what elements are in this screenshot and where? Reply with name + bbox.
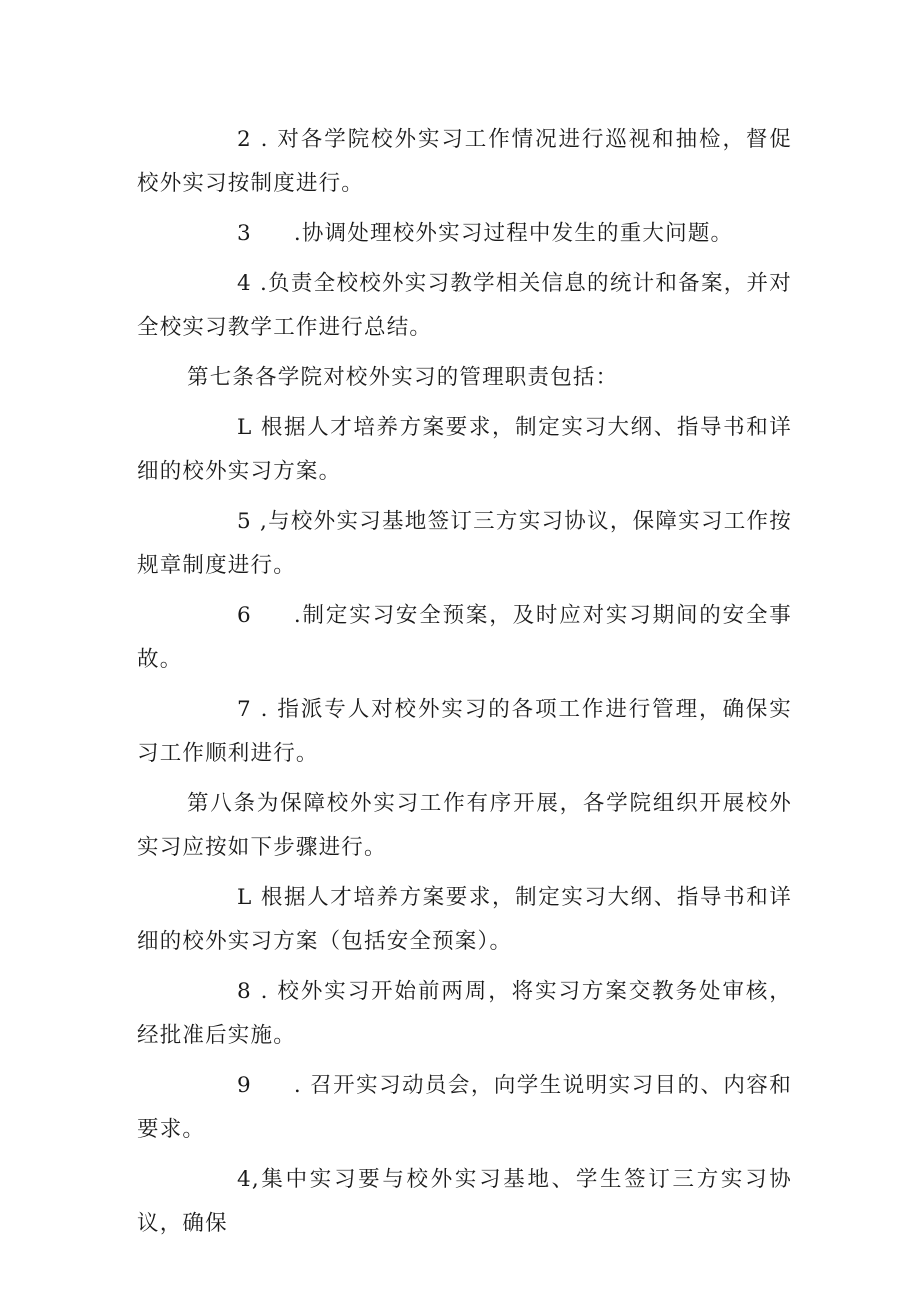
item-number: 2 xyxy=(237,127,252,152)
paragraph-text: ,与校外实习基地签订三方实习协议，保障实习工作按规章制度进行。 xyxy=(137,509,792,578)
article-heading xyxy=(137,356,792,400)
item-number: 9 xyxy=(237,1073,252,1098)
document-body xyxy=(137,118,792,1252)
item-number: 6 xyxy=(237,603,252,628)
item-number: 4 xyxy=(237,271,252,296)
paragraph-text: 集中实习要与校外实习基地、学生签订三方实习协议，确保 xyxy=(137,1167,792,1236)
paragraph-text: 根据人才培养方案要求，制定实习大纲、指导书和详细的校外实习方案（包括安全预案）。 xyxy=(137,885,792,954)
paragraph-item xyxy=(137,1158,792,1246)
paragraph-item xyxy=(137,500,792,588)
item-number: 3 xyxy=(237,221,252,246)
paragraph-item xyxy=(137,262,792,350)
paragraph-text: 第七条各学院对校外实习的管理职责包括： xyxy=(187,365,619,390)
paragraph-text: .协调处理校外实习过程中发生的重大问题。 xyxy=(293,221,734,246)
paragraph-item xyxy=(137,970,792,1058)
paragraph-item xyxy=(137,1064,792,1152)
paragraph-text: .负责全校校外实习教学相关信息的统计和备案，并对全校实习教学工作进行总结。 xyxy=(137,271,792,340)
item-number: 7 xyxy=(237,697,252,722)
item-number: 4, xyxy=(237,1167,260,1192)
paragraph-text: . 召开实习动员会，向学生说明实习目的、内容和要求。 xyxy=(137,1073,792,1142)
paragraph-text: 根据人才培养方案要求，制定实习大纲、指导书和详细的校外实习方案。 xyxy=(137,415,792,484)
paragraph-text: . 对各学院校外实习工作情况进行巡视和抽检，督促校外实习按制度进行。 xyxy=(137,127,792,196)
paragraph-text: .制定实习安全预案，及时应对实习期间的安全事故。 xyxy=(137,603,792,672)
paragraph-item xyxy=(137,406,792,494)
item-number: L xyxy=(237,415,253,440)
item-number: 5 xyxy=(237,509,252,534)
paragraph-item xyxy=(137,876,792,964)
paragraph-item xyxy=(137,594,792,682)
paragraph-text: . 校外实习开始前两周，将实习方案交教务处审核，经批准后实施。 xyxy=(137,979,792,1048)
paragraph-text: . 指派专人对校外实习的各项工作进行管理，确保实习工作顺利进行。 xyxy=(137,697,792,766)
item-number: 8 xyxy=(237,979,252,1004)
paragraph-item xyxy=(137,118,792,206)
article-heading xyxy=(137,782,792,870)
paragraph-item xyxy=(137,688,792,776)
item-number: L xyxy=(237,885,253,910)
paragraph-text: 第八条为保障校外实习工作有序开展，各学院组织开展校外实习应按如下步骤进行。 xyxy=(137,791,792,860)
paragraph-item xyxy=(137,212,792,256)
